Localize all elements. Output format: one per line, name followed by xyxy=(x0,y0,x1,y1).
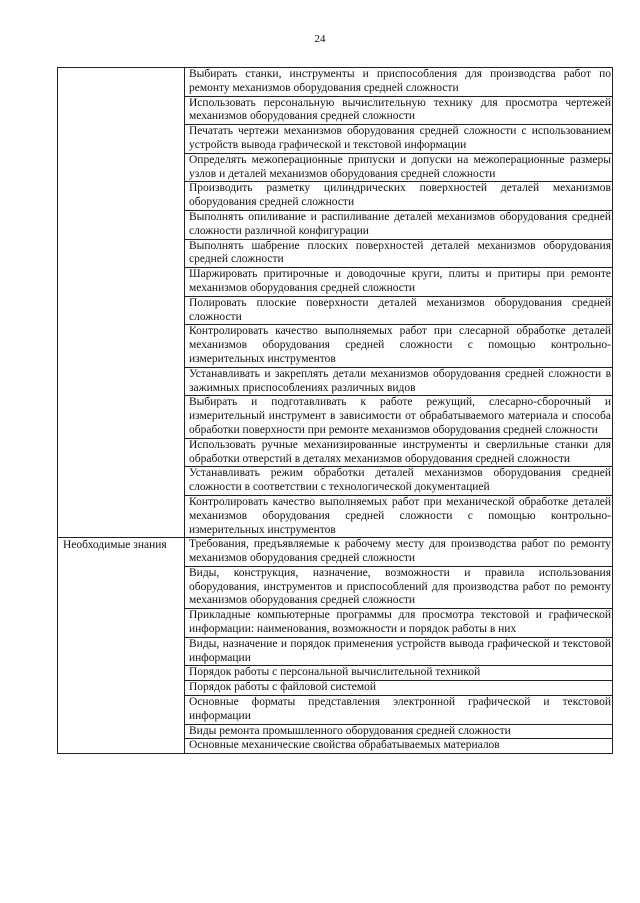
skills-item: Выбирать и подготавливать к работе режущий, слесарно-сборочный и измерительный инструмент в зависимости от обрабатываемого материала и способа обработки поверхности при ремонте механизмов оборудования средней сложности xyxy=(185,396,613,438)
knowledge-item: Требования, предъявляемые к рабочему месту для производства работ по ремонту механизмов оборудования средней сложности xyxy=(185,538,613,567)
skills-item: Устанавливать режим обработки деталей механизмов оборудования средней сложности в соответствии с технологической документацией xyxy=(185,467,613,496)
skills-item: Использовать персональную вычислительную технику для просмотра чертежей механизмов оборудования средней сложности xyxy=(185,96,613,125)
requirements-table xyxy=(57,67,613,754)
skills-item: Шаржировать притирочные и доводочные круги, плиты и притиры при ремонте механизмов оборудования средней сложности xyxy=(185,268,613,297)
knowledge-item: Порядок работы с файловой системой xyxy=(185,681,613,696)
knowledge-item: Основные механические свойства обрабатываемых материалов xyxy=(185,739,613,754)
skills-item: Определять межоперационные припуски и допуски на межоперационные размеры узлов и деталей механизмов оборудования средней сложности xyxy=(185,153,613,182)
skills-item: Полировать плоские поверхности деталей механизмов оборудования средней сложности xyxy=(185,296,613,325)
skills-item: Выполнять опиливание и распиливание деталей механизмов оборудования средней сложности различной конфигурации xyxy=(185,210,613,239)
skills-item: Выполнять шабрение плоских поверхностей деталей механизмов оборудования средней сложности xyxy=(185,239,613,268)
skills-item: Производить разметку цилиндрических поверхностей деталей механизмов оборудования средней сложности xyxy=(185,182,613,211)
knowledge-item: Виды, конструкция, назначение, возможности и правила использования оборудования, инструментов и приспособлений для производства работ по ремонту механизмов оборудования средней сложности xyxy=(185,566,613,608)
knowledge-item: Виды ремонта промышленного оборудования средней сложности xyxy=(185,724,613,739)
skills-item: Устанавливать и закреплять детали механизмов оборудования средней сложности в зажимных приспособлениях различных видов xyxy=(185,367,613,396)
table-row xyxy=(58,68,613,97)
skills-item: Выбирать станки, инструменты и приспособления для производства работ по ремонту механизмов оборудования средней сложности xyxy=(185,68,613,97)
skills-item: Использовать ручные механизированные инструменты и сверлильные станки для обработки отверстий в деталях механизмов оборудования средней сложности xyxy=(185,438,613,467)
page-number: 24 xyxy=(314,33,326,45)
skills-category-cell xyxy=(58,68,185,538)
skills-item: Печатать чертежи механизмов оборудования средней сложности с использованием устройств вывода графической и текстовой информации xyxy=(185,125,613,154)
requirements-table-body xyxy=(58,68,613,754)
table-row xyxy=(58,538,613,567)
knowledge-category-cell: Необходимые знания xyxy=(58,538,185,754)
knowledge-item: Виды, назначение и порядок применения устройств вывода графической и текстовой информации xyxy=(185,637,613,666)
knowledge-item: Порядок работы с персональной вычислительной техникой xyxy=(185,666,613,681)
knowledge-item: Основные форматы представления электронной графической и текстовой информации xyxy=(185,696,613,725)
skills-item: Контролировать качество выполняемых работ при механической обработке деталей механизмов оборудования средней сложности с помощью контрольно-измерительных инструментов xyxy=(185,495,613,537)
knowledge-item: Прикладные компьютерные программы для просмотра текстовой и графической информации: наименования, возможности и порядок работы в них xyxy=(185,609,613,638)
skills-item: Контролировать качество выполняемых работ при слесарной обработке деталей механизмов оборудования средней сложности с помощью контрольно-измерительных инструментов xyxy=(185,325,613,367)
